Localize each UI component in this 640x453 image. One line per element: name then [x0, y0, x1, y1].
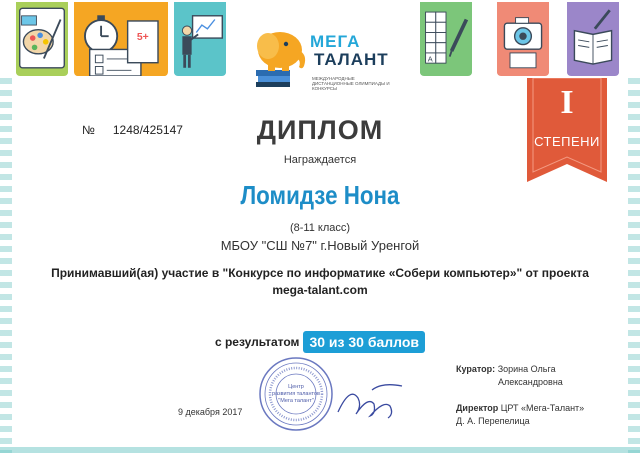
curator-label: Куратор: — [456, 364, 496, 374]
logo-title-line2: ТАЛАНТ — [314, 50, 389, 69]
palette-icon — [14, 0, 70, 78]
stamp-line2: развития талантов — [272, 391, 320, 397]
svg-text:5+: 5+ — [136, 31, 149, 43]
elephant-icon — [250, 20, 310, 90]
svg-text:A: A — [427, 54, 433, 64]
signature — [332, 376, 412, 426]
issue-date: 9 декабря 2017 — [178, 407, 243, 417]
director-block — [456, 402, 584, 428]
bottom-band — [0, 447, 640, 453]
crossword-icon — [418, 0, 474, 78]
result-label: с результатом — [214, 335, 300, 349]
stamp-text — [258, 384, 334, 405]
curator-name-line2: Александровна — [498, 377, 563, 387]
stopwatch-icon — [72, 0, 170, 78]
mega-talant-logo — [248, 14, 394, 94]
director-label: Директор — [456, 403, 499, 413]
teacher-board-icon — [172, 0, 228, 78]
director-org: ЦРТ «Мега-Талант» — [500, 403, 585, 413]
director-name: Д. А. Перепелица — [456, 416, 530, 426]
participation-text — [0, 265, 640, 299]
participation-line1: Принимавший(ая) участие в "Конкурсе по информатике «Собери компьютер»" от проекта — [51, 266, 589, 280]
camera-icon — [495, 0, 551, 78]
awarded-label: Награждается — [283, 154, 357, 166]
recipient-grade: (8-11 класс) — [289, 222, 351, 234]
number-value: 1248/425147 — [112, 123, 183, 137]
recipient-school: МБОУ "СШ №7" г.Новый Уренгой — [220, 238, 420, 253]
logo-subtitle: МЕЖДУНАРОДНЫЕ ДИСТАНЦИОННЫЕ ОЛИМПИАДЫ И КОНКУРСЫ — [312, 76, 390, 91]
diploma-title: ДИПЛОМ — [256, 115, 384, 145]
result-row — [0, 331, 640, 353]
result-badge: 30 из 30 баллов — [303, 331, 425, 353]
stamp-line1: Центр — [288, 384, 304, 390]
number-label: № — [82, 123, 95, 137]
stamp-line3: "Мега талант" — [278, 398, 314, 404]
curator-name-line1: Зорина Ольга — [497, 364, 556, 374]
stamp-seal — [258, 356, 334, 432]
medal-degree: I — [560, 84, 574, 121]
logo-title-line1: МЕГА — [310, 32, 361, 51]
medal-word: СТЕПЕНИ — [534, 134, 600, 149]
recipient-name: Ломидзе Нона — [240, 180, 400, 210]
participation-line2: mega-talant.com — [272, 283, 368, 297]
book-pen-icon — [565, 0, 621, 78]
curator-block — [456, 363, 563, 389]
